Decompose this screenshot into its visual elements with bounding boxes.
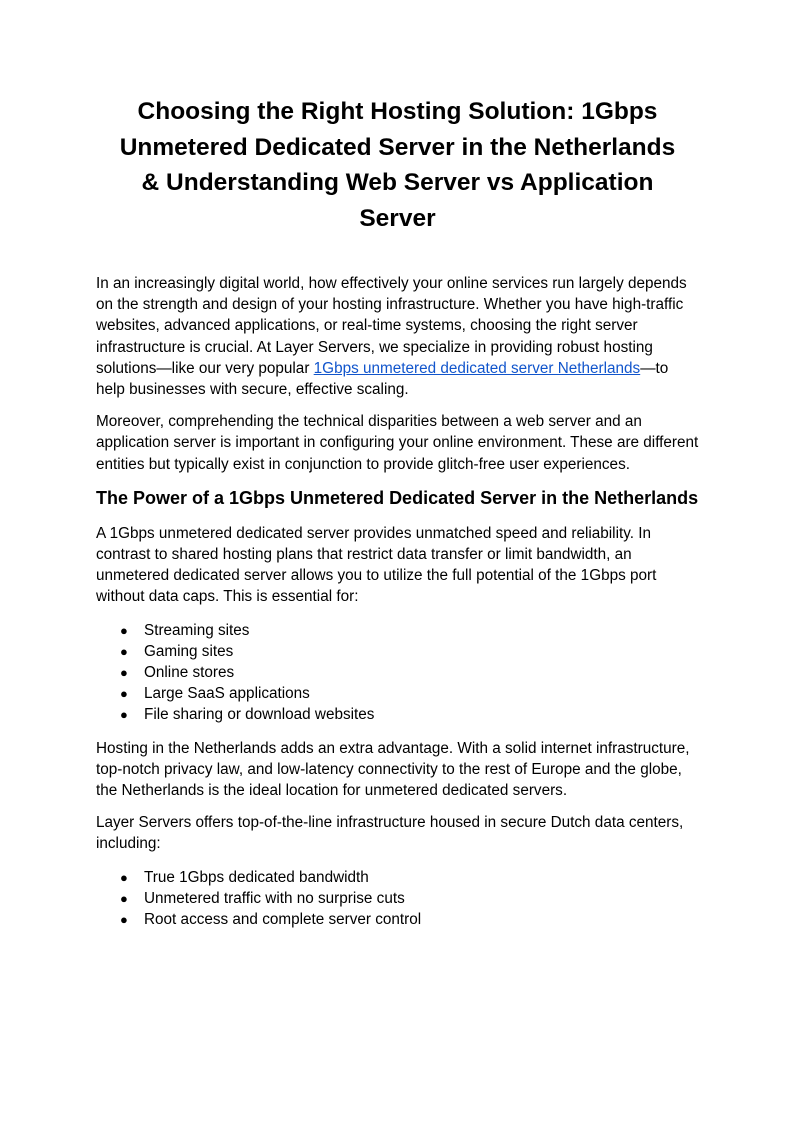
list-item-text: Root access and complete server control — [144, 911, 422, 929]
bullet-icon: ● — [120, 869, 128, 885]
list-item — [120, 909, 699, 930]
list-item-text: File sharing or download websites — [144, 706, 375, 724]
list-item — [120, 662, 699, 683]
list-item — [120, 683, 699, 704]
unmetered-description-paragraph: A 1Gbps unmetered dedicated server provides unmatched speed and reliability. In contrast to shared hosting plans that restrict data transfer or limit bandwidth, an unmetered dedicated server allows you to utilize the full potential of the 1Gbps port without data caps. This is essential for: — [96, 524, 657, 606]
document-title: Choosing the Right Hosting Solution: 1Gbps Unmetered Dedicated Server in the Netherlands & Understanding Web Server vs Application Server — [119, 98, 676, 232]
features-list — [96, 867, 699, 931]
list-item — [120, 888, 699, 909]
infrastructure-intro-paragraph: Layer Servers offers top-of-the-line infrastructure housed in secure Dutch data centers, including: — [96, 814, 684, 853]
list-item-text: Streaming sites — [144, 621, 250, 639]
bullet-icon: ● — [120, 622, 128, 638]
bullet-icon: ● — [120, 686, 128, 702]
list-item — [120, 620, 699, 641]
list-item-text: Gaming sites — [144, 642, 234, 660]
intro-text-before-link: In an increasingly digital world, how effectively your online services run largely depends on the strength and design of your hosting infrastructure. Whether you have high-traffic websites, advanced applications, or real-time systems, choosing the right server infrastructure is crucial. At Layer Servers, we specialize in providing robust hosting solutions—like our very popular — [96, 275, 687, 377]
list-item-text: Unmetered traffic with no surprise cuts — [144, 889, 405, 907]
server-comparison-paragraph: Moreover, comprehending the technical disparities between a web server and an application server is important in configuring your online environment. These are different entities but typically exist in conjunction to provide glitch-free user experiences. — [96, 413, 699, 473]
bullet-icon: ● — [120, 643, 128, 659]
intro-paragraph — [96, 273, 699, 400]
list-item-text: True 1Gbps dedicated bandwidth — [144, 868, 369, 886]
bullet-icon: ● — [120, 890, 128, 906]
netherlands-advantage-paragraph: Hosting in the Netherlands adds an extra advantage. With a solid internet infrastructure, top-notch privacy law, and low-latency connectivity to the rest of Europe and the globe, the Netherlands is the ideal location for unmetered dedicated servers. — [96, 739, 690, 800]
bullet-icon: ● — [120, 912, 128, 928]
list-item — [120, 867, 699, 888]
list-item-text: Online stores — [144, 664, 235, 682]
unmetered-server-link[interactable]: 1Gbps unmetered dedicated server Netherlands — [313, 359, 641, 377]
use-cases-list — [96, 620, 699, 726]
bullet-icon: ● — [120, 707, 128, 723]
section-heading: The Power of a 1Gbps Unmetered Dedicated Server in the Netherlands — [96, 487, 699, 508]
list-item — [120, 704, 699, 725]
list-item-text: Large SaaS applications — [144, 685, 310, 703]
bullet-icon: ● — [120, 665, 128, 681]
list-item — [120, 641, 699, 662]
intro-text-after-link: —to help businesses with secure, effective scaling. — [96, 359, 669, 399]
